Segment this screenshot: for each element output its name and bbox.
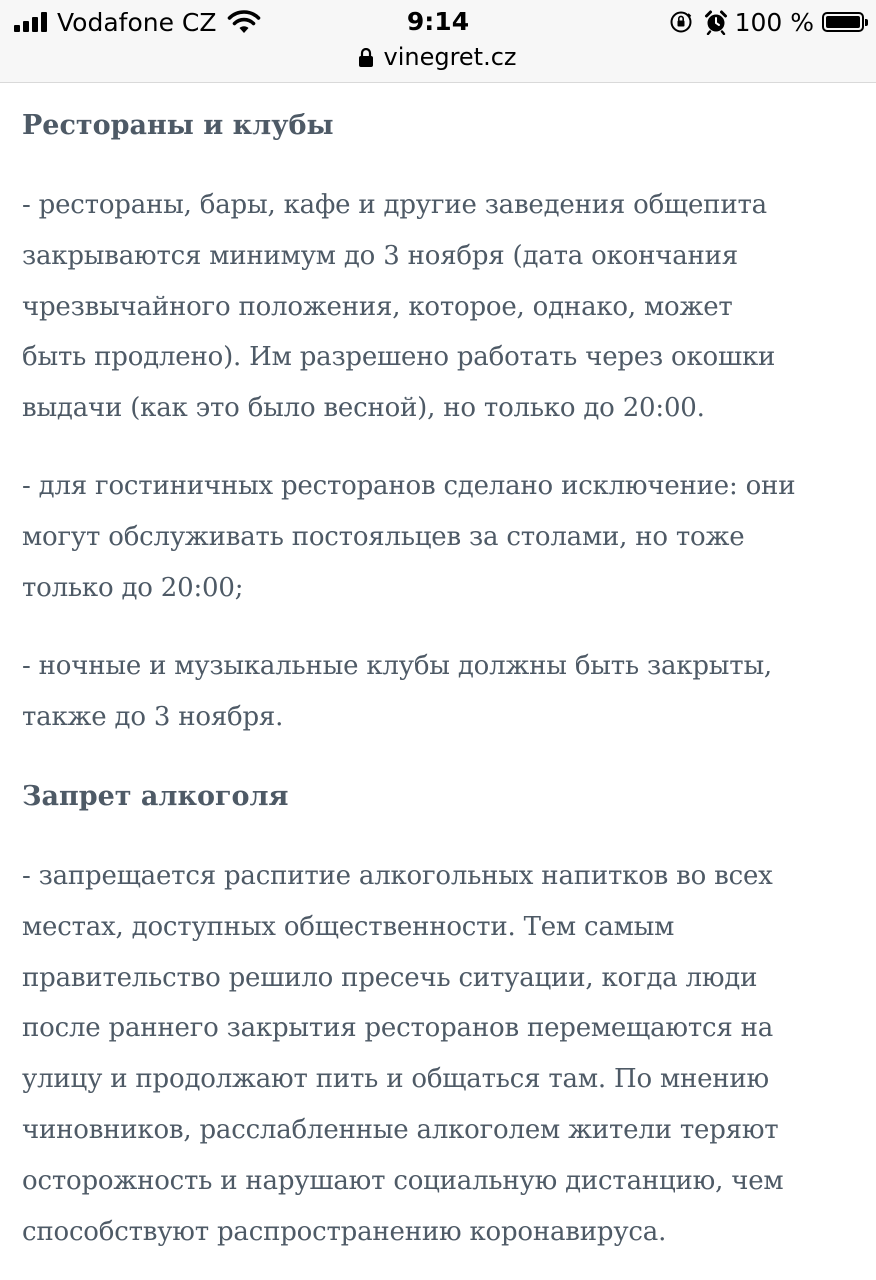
- status-right: [669, 6, 864, 38]
- paragraph-hotel-restaurants: - для гостиничных ресторанов сделано исключение: они могут обслуживать постояльцев за столами, но тоже только до 20:00;: [22, 470, 796, 603]
- lock-icon: [359, 48, 373, 67]
- status-time: 9:14: [406, 7, 470, 36]
- section-heading-alcohol: Запрет алкоголя: [22, 780, 289, 812]
- signal-icon: [14, 12, 47, 32]
- paragraph-alcohol-ban: - запрещается распитие алкогольных напитков во всех местах, доступных общественности. Тем самым правительство решило пресечь ситуации, когда люди после раннего закрытия ресторанов перемещаются на улицу и продолжают пить и общаться там. По мнению чиновников, расслабленные алкоголем жители теряют осторожность и нарушают социальную дистанцию, чем способствуют распространению коронавируса.: [22, 860, 784, 1247]
- status-bar: [0, 0, 876, 83]
- url-bar[interactable]: [0, 40, 876, 74]
- article-body: [22, 100, 862, 1257]
- url-text[interactable]: vinegret.cz: [383, 43, 517, 71]
- section-heading-restaurants: Рестораны и клубы: [22, 110, 334, 141]
- carrier-name: Vodafone CZ: [57, 7, 217, 37]
- paragraph-night-clubs: - ночные и музыкальные клубы должны быть закрыты, также до 3 ноября.: [22, 651, 773, 733]
- paragraph-restaurants-closing: - рестораны, бары, кафе и другие заведения общепита закрываются минимум до 3 ноября (дата окончания чрезвычайного положения, которое, однако, может быть продлено). Им разрешено работать через окошки выдачи (как это было весной), но только до 20:00.: [22, 190, 776, 424]
- battery-icon: [822, 12, 864, 32]
- wifi-icon: [227, 9, 261, 35]
- status-left: [14, 6, 261, 38]
- alarm-icon: [703, 9, 729, 35]
- orientation-lock-icon: [669, 10, 693, 34]
- battery-percent: 100 %: [734, 7, 814, 37]
